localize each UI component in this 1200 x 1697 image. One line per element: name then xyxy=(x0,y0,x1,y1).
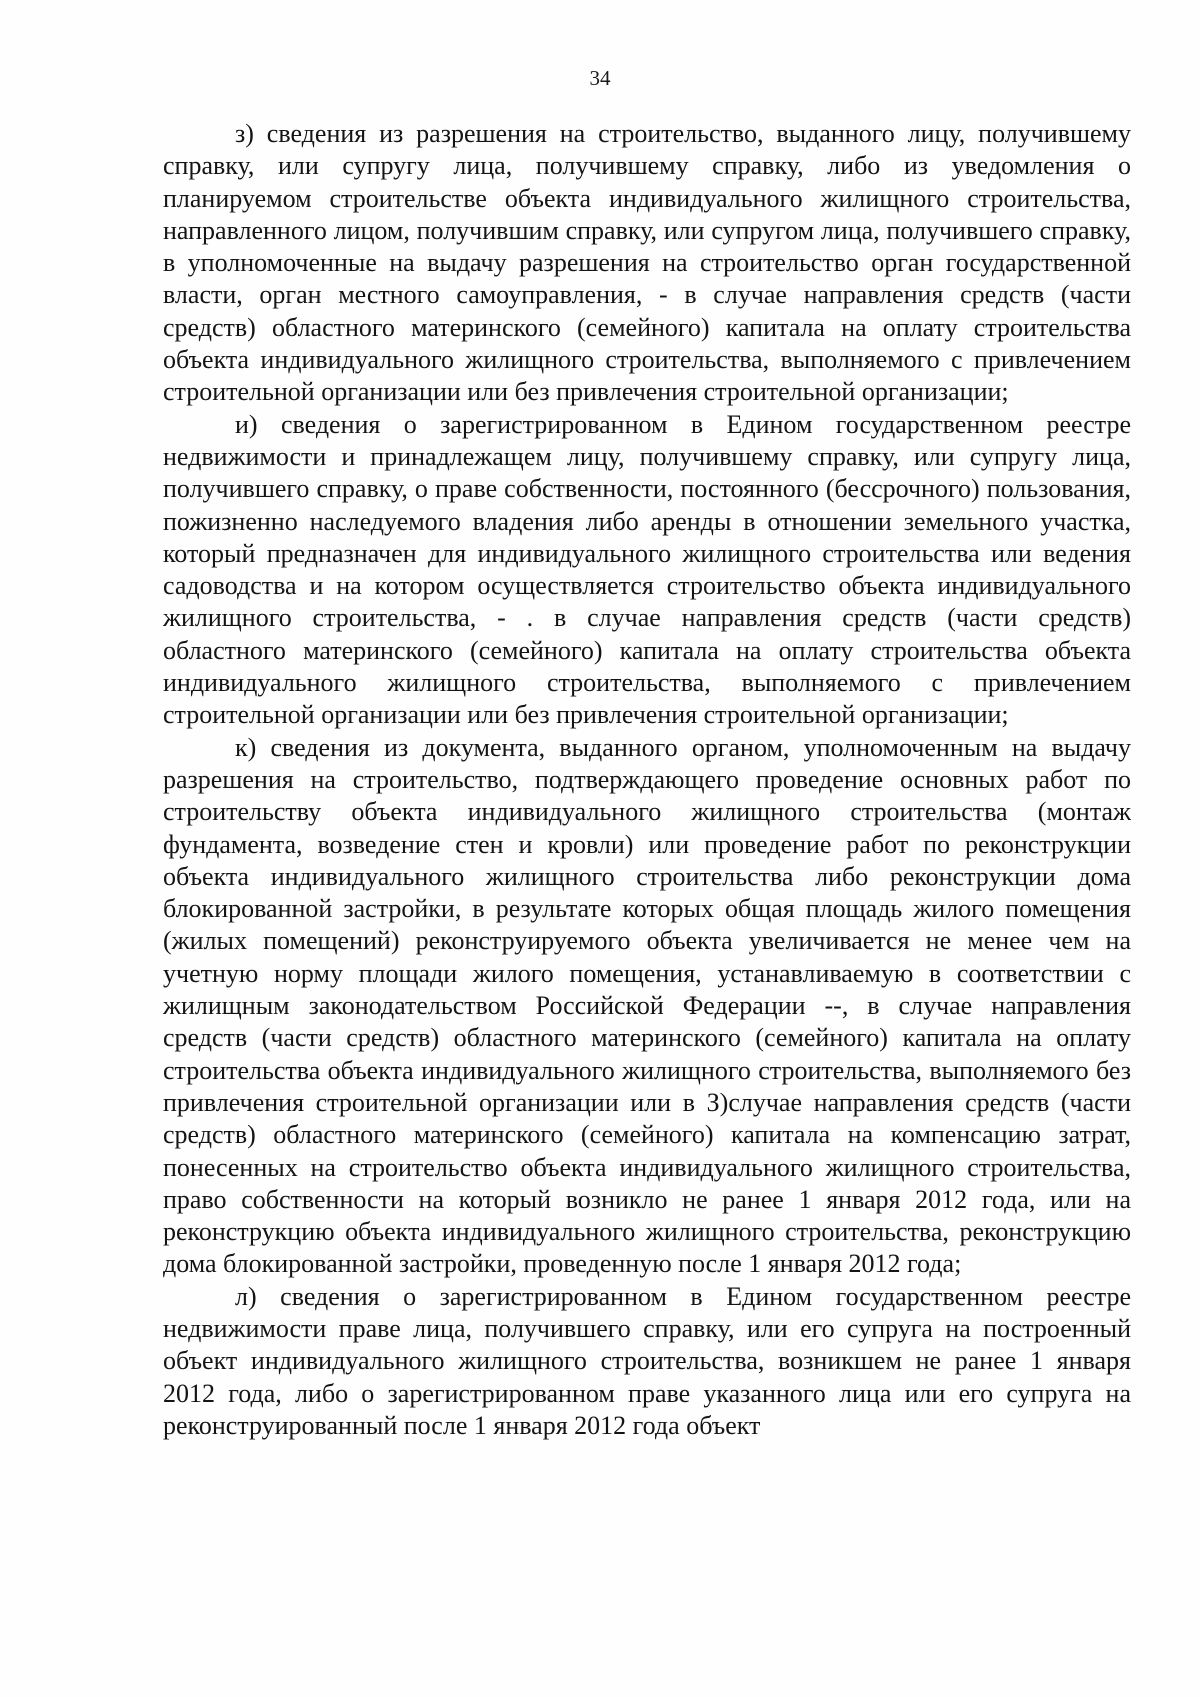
paragraph-i: и) сведения о зарегистрированном в Едином государственном реестре недвижимости и принадлежащем лицу, получившему справку, или супругу лица, получившего справку, о праве собственности, постоянного (бессрочного) пользования, пожизненно наследуемого владения либо аренды в отношении земельного участка, который предназначен для индивидуального жилищного строительства или ведения садоводства и на котором осуществляется строительство объекта индивидуального жилищного строительства, - . в случае направления средств (части средств) областного материнского (семейного) капитала на оплату строительства объекта индивидуального жилищного строительства, выполняемого с привлечением строительной организации или без привлечения строительной организации; xyxy=(163,409,1131,730)
page-number: 34 xyxy=(589,66,611,90)
paragraph-k: к) сведения из документа, выданного органом, уполномоченным на выдачу разрешения на строительство, подтверждающего проведение основных работ по строительству объекта индивидуального жилищного строительства (монтаж фундамента, возведение стен и кровли) или проведение работ по реконструкции объекта индивидуального жилищного строительства либо реконструкции дома блокированной застройки, в результате которых общая площадь жилого помещения (жилых помещений) реконструируемого объекта увеличивается не менее чем на учетную норму площади жилого помещения, устанавливаемую в соответствии с жилищным законодательством Российской Федерации --, в случае направления средств (части средств) областного материнского (семейного) капитала на оплату строительства объекта индивидуального жилищного строительства, выполняемого без привлечения строительной организации или в З)случае направления средств (части средств) областного материнского (семейного) капитала на компенсацию затрат, понесенных на строительство объекта индивидуального жилищного строительства, право собственности на который возникло не ранее 1 января 2012 года, или на реконструкцию объекта индивидуального жилищного строительства, реконструкцию дома блокированной застройки, проведенную после 1 января 2012 года; xyxy=(163,732,1131,1279)
document-body xyxy=(163,118,1131,1442)
paragraph-l: л) сведения о зарегистрированном в Едином государственном реестре недвижимости праве лица, получившего справку, или его супруга на построенный объект индивидуального жилищного строительства, возникшем не ранее 1 января 2012 года, либо о зарегистрированном праве указанного лица или его супруга на реконструированный после 1 января 2012 года объект xyxy=(163,1281,1131,1440)
paragraph-z: з) сведения из разрешения на строительство, выданного лицу, получившему справку, или супругу лица, получившему справку, либо из уведомления о планируемом строительстве объекта индивидуального жилищного строительства, направленного лицом, получившим справку, или супругом лица, получившего справку, в уполномоченные на выдачу разрешения на строительство орган государственной власти, орган местного самоуправления, - в случае направления средств (части средств) областного материнского (семейного) капитала на оплату строительства объекта индивидуального жилищного строительства, выполняемого с привлечением строительной организации или без привлечения строительной организации; xyxy=(163,119,1131,407)
